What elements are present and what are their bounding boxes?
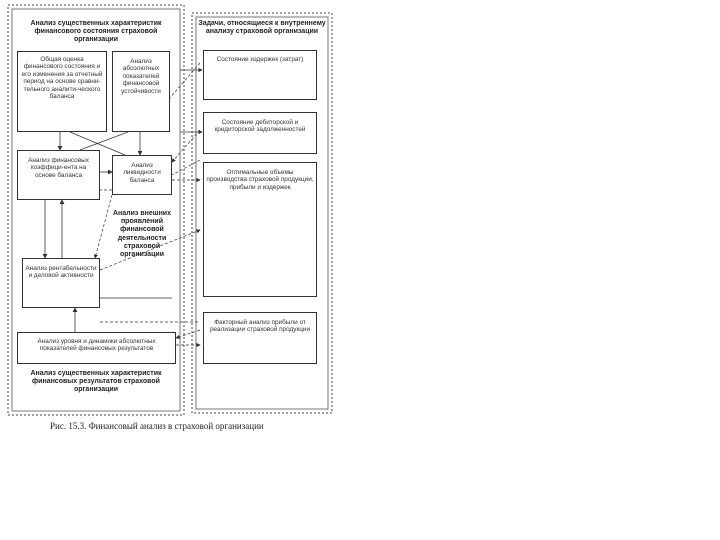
box-costs: Состояние издержек (затрат)	[203, 50, 317, 100]
box-absolute-indicators: Анализ абсолютных показателей финансовой устойчивости	[112, 51, 170, 132]
box-general-assessment: Общая оценка финансового состояния и его изменения за отчетный период на основе сравни-тельного аналити-ческого баланса	[17, 51, 107, 132]
right-panel-header: Задачи, относящиеся к внутреннему анализу страховой организации	[198, 20, 326, 36]
connector-absolute-coeff-cross	[80, 132, 128, 150]
box-liquidity: Анализ ликвидности баланса	[112, 155, 172, 195]
figure-caption: Рис. 15.3. Финансовый анализ в страховой организации	[50, 421, 264, 431]
box-financial-coefficients: Анализ финансовых коэффици-ента на основе баланса	[17, 150, 100, 200]
box-financial-results: Анализ уровня и динамики абсолютных показателей финансовых результатов	[17, 332, 176, 364]
left-panel-header: Анализ существенных характеристик финансового состояния страховой организации	[30, 20, 162, 44]
center-external-analysis-label: Анализ внешних проявлений финансовой деятельности страховой организации	[112, 210, 172, 259]
left-panel-footer: Анализ существенных характеристик финансовых результатов страховой организации	[30, 370, 162, 394]
box-receivables: Состояние дебиторской и кредиторской задолженностей	[203, 112, 317, 154]
box-factor-analysis: Факторный анализ прибыли от реализации страховой продукции	[203, 312, 317, 364]
box-profitability: Анализ рентабельности и деловой активности	[22, 258, 100, 308]
box-optimal-volumes: Оптимальные объемы производства страховой продукции, прибыли и издержек	[203, 162, 317, 297]
